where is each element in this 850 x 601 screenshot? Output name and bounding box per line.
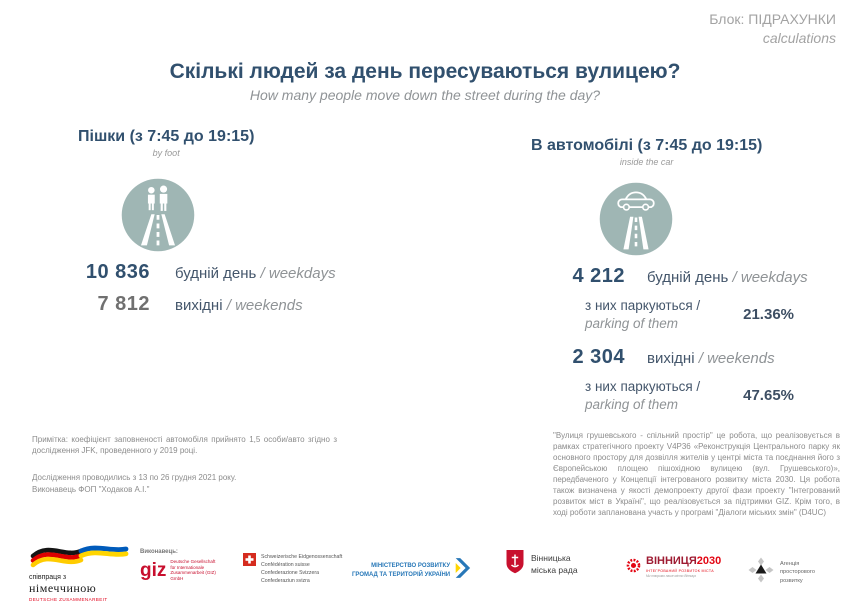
pedestrian-weekend-row xyxy=(60,293,390,316)
german-cooperation-logo: співпраця з німеччиною DEUTSCHE ZUSAMMENARBEIT xyxy=(25,542,133,601)
car-weekday-parking-value: 21.36% xyxy=(743,306,794,324)
car-weekend-value: 2 304 xyxy=(572,346,625,369)
shield-icon xyxy=(505,549,525,580)
pedestrian-weekday-label: будній день / weekdays xyxy=(175,265,336,282)
car-weekday-value: 4 212 xyxy=(572,265,625,287)
pedestrians-heading-block xyxy=(78,128,254,158)
page-title: Скількі людей за день пересуваються вулицею? xyxy=(169,60,681,83)
swiss-flag-icon xyxy=(243,553,256,571)
pedestrian-weekday-value: 10 836 xyxy=(85,261,150,283)
footnote-right: "Вулиця грушевського - спільний простір" це робота, що реалізовується в рамках стратегічного проекту V4P36 «Реконструкція Центрального парку як основного простору для дозвілля жителів у центрі міста та поєднання його з Європейською площею пішохідною вулицею (вул. Грушевського)», передбаченого у Концепції інтегрованого розвитку міста 2030. Ця робота також визначена у якості демопроекту другої фази проекту "Інтегрований розвиток міст в Україні", що реалізовується за підтримки GIZ. Крім того, в ході роботи запланована участь у програмі "Діалоги міських змін" (D4UC) xyxy=(553,431,840,518)
car-weekday-label: будній день / weekdays xyxy=(647,269,808,286)
car-weekend-label: вихідні / weekends xyxy=(647,350,775,368)
footnote-research: Дослідження проводились з 13 по 26 грудня 2021 року. Виконавець ФОП "Ходаков А.І." xyxy=(32,473,237,494)
parking-label: з них паркуються / parking of them xyxy=(585,298,701,331)
pedestrian-weekend-label: вихідні / weekends xyxy=(175,297,303,314)
flag-ribbon-icon xyxy=(29,555,129,572)
parking-label: з них паркуються / parking of them xyxy=(585,379,701,412)
car-weekday-row xyxy=(540,265,822,288)
chevron-right-icon xyxy=(450,557,471,584)
pedestrians-subheading: by foot xyxy=(152,148,180,158)
diamond-compass-icon xyxy=(748,557,774,588)
pedestrian-weekday-row xyxy=(60,261,390,284)
spatial-development-agency-logo: Агенція просторового розвитку xyxy=(748,557,815,588)
footnote-left xyxy=(32,434,337,495)
car-weekday-parking-row xyxy=(540,297,822,332)
car-stats xyxy=(540,265,822,427)
cars-subheading: inside the car xyxy=(619,157,674,167)
car-weekend-row xyxy=(540,346,822,369)
pedestrian-road-icon xyxy=(121,178,195,252)
logo-strip xyxy=(0,539,850,601)
vinnytsia-2030-logo: ВІННИЦЯ2030 ІНТЕГРОВАНИЙ РОЗВИТОК МІСТА Ми творимо наше місто Вінниця xyxy=(624,556,721,580)
car-road-icon xyxy=(599,182,673,256)
pedestrian-weekend-value: 7 812 xyxy=(97,293,150,315)
giz-wordmark: giz xyxy=(140,559,167,581)
cars-heading: В автомобілі (з 7:45 до 19:15) xyxy=(531,137,763,154)
block-sublabel: calculations xyxy=(762,29,836,46)
title-block xyxy=(0,60,850,103)
giz-description: Deutsche Gesellschaft für Internationale Zusammenarbeit (GIZ) GmbH xyxy=(170,559,216,581)
swiss-confederation-logo: Schweizerische Eidgenossenschaft Confédération suisse Confederazione Svizzera Confederaziun svizra xyxy=(243,553,342,585)
page-subtitle: How many people move down the street during the day? xyxy=(249,87,601,103)
pedestrian-stats xyxy=(60,261,390,325)
block-label: Блок: ПІДРАХУНКИ xyxy=(709,11,836,27)
car-weekend-parking-value: 47.65% xyxy=(743,387,794,405)
gear-icon xyxy=(624,556,643,580)
car-weekend-parking-row xyxy=(540,378,822,413)
ministry-logo: МІНІСТЕРСТВО РОЗВИТКУ ГРОМАД ТА ТЕРИТОРІЙ УКРАЇНИ xyxy=(352,557,471,584)
block-header xyxy=(709,10,836,48)
giz-logo: Виконавець: giz Deutsche Gesellschaft für Internationale Zusammenarbeit (GIZ) GmbH xyxy=(140,549,225,582)
cars-heading-block xyxy=(531,137,762,167)
vinnytsia-city-council-logo: Вінницька міська рада xyxy=(505,549,578,580)
pedestrians-heading: Пішки (з 7:45 до 19:15) xyxy=(78,128,255,145)
footnote-note: Примітка: коефіцієнт заповненості автомобіля прийнято 1,5 особи/авто згідно з дослідження JFK, проведенного у 2019 році. xyxy=(32,435,337,456)
